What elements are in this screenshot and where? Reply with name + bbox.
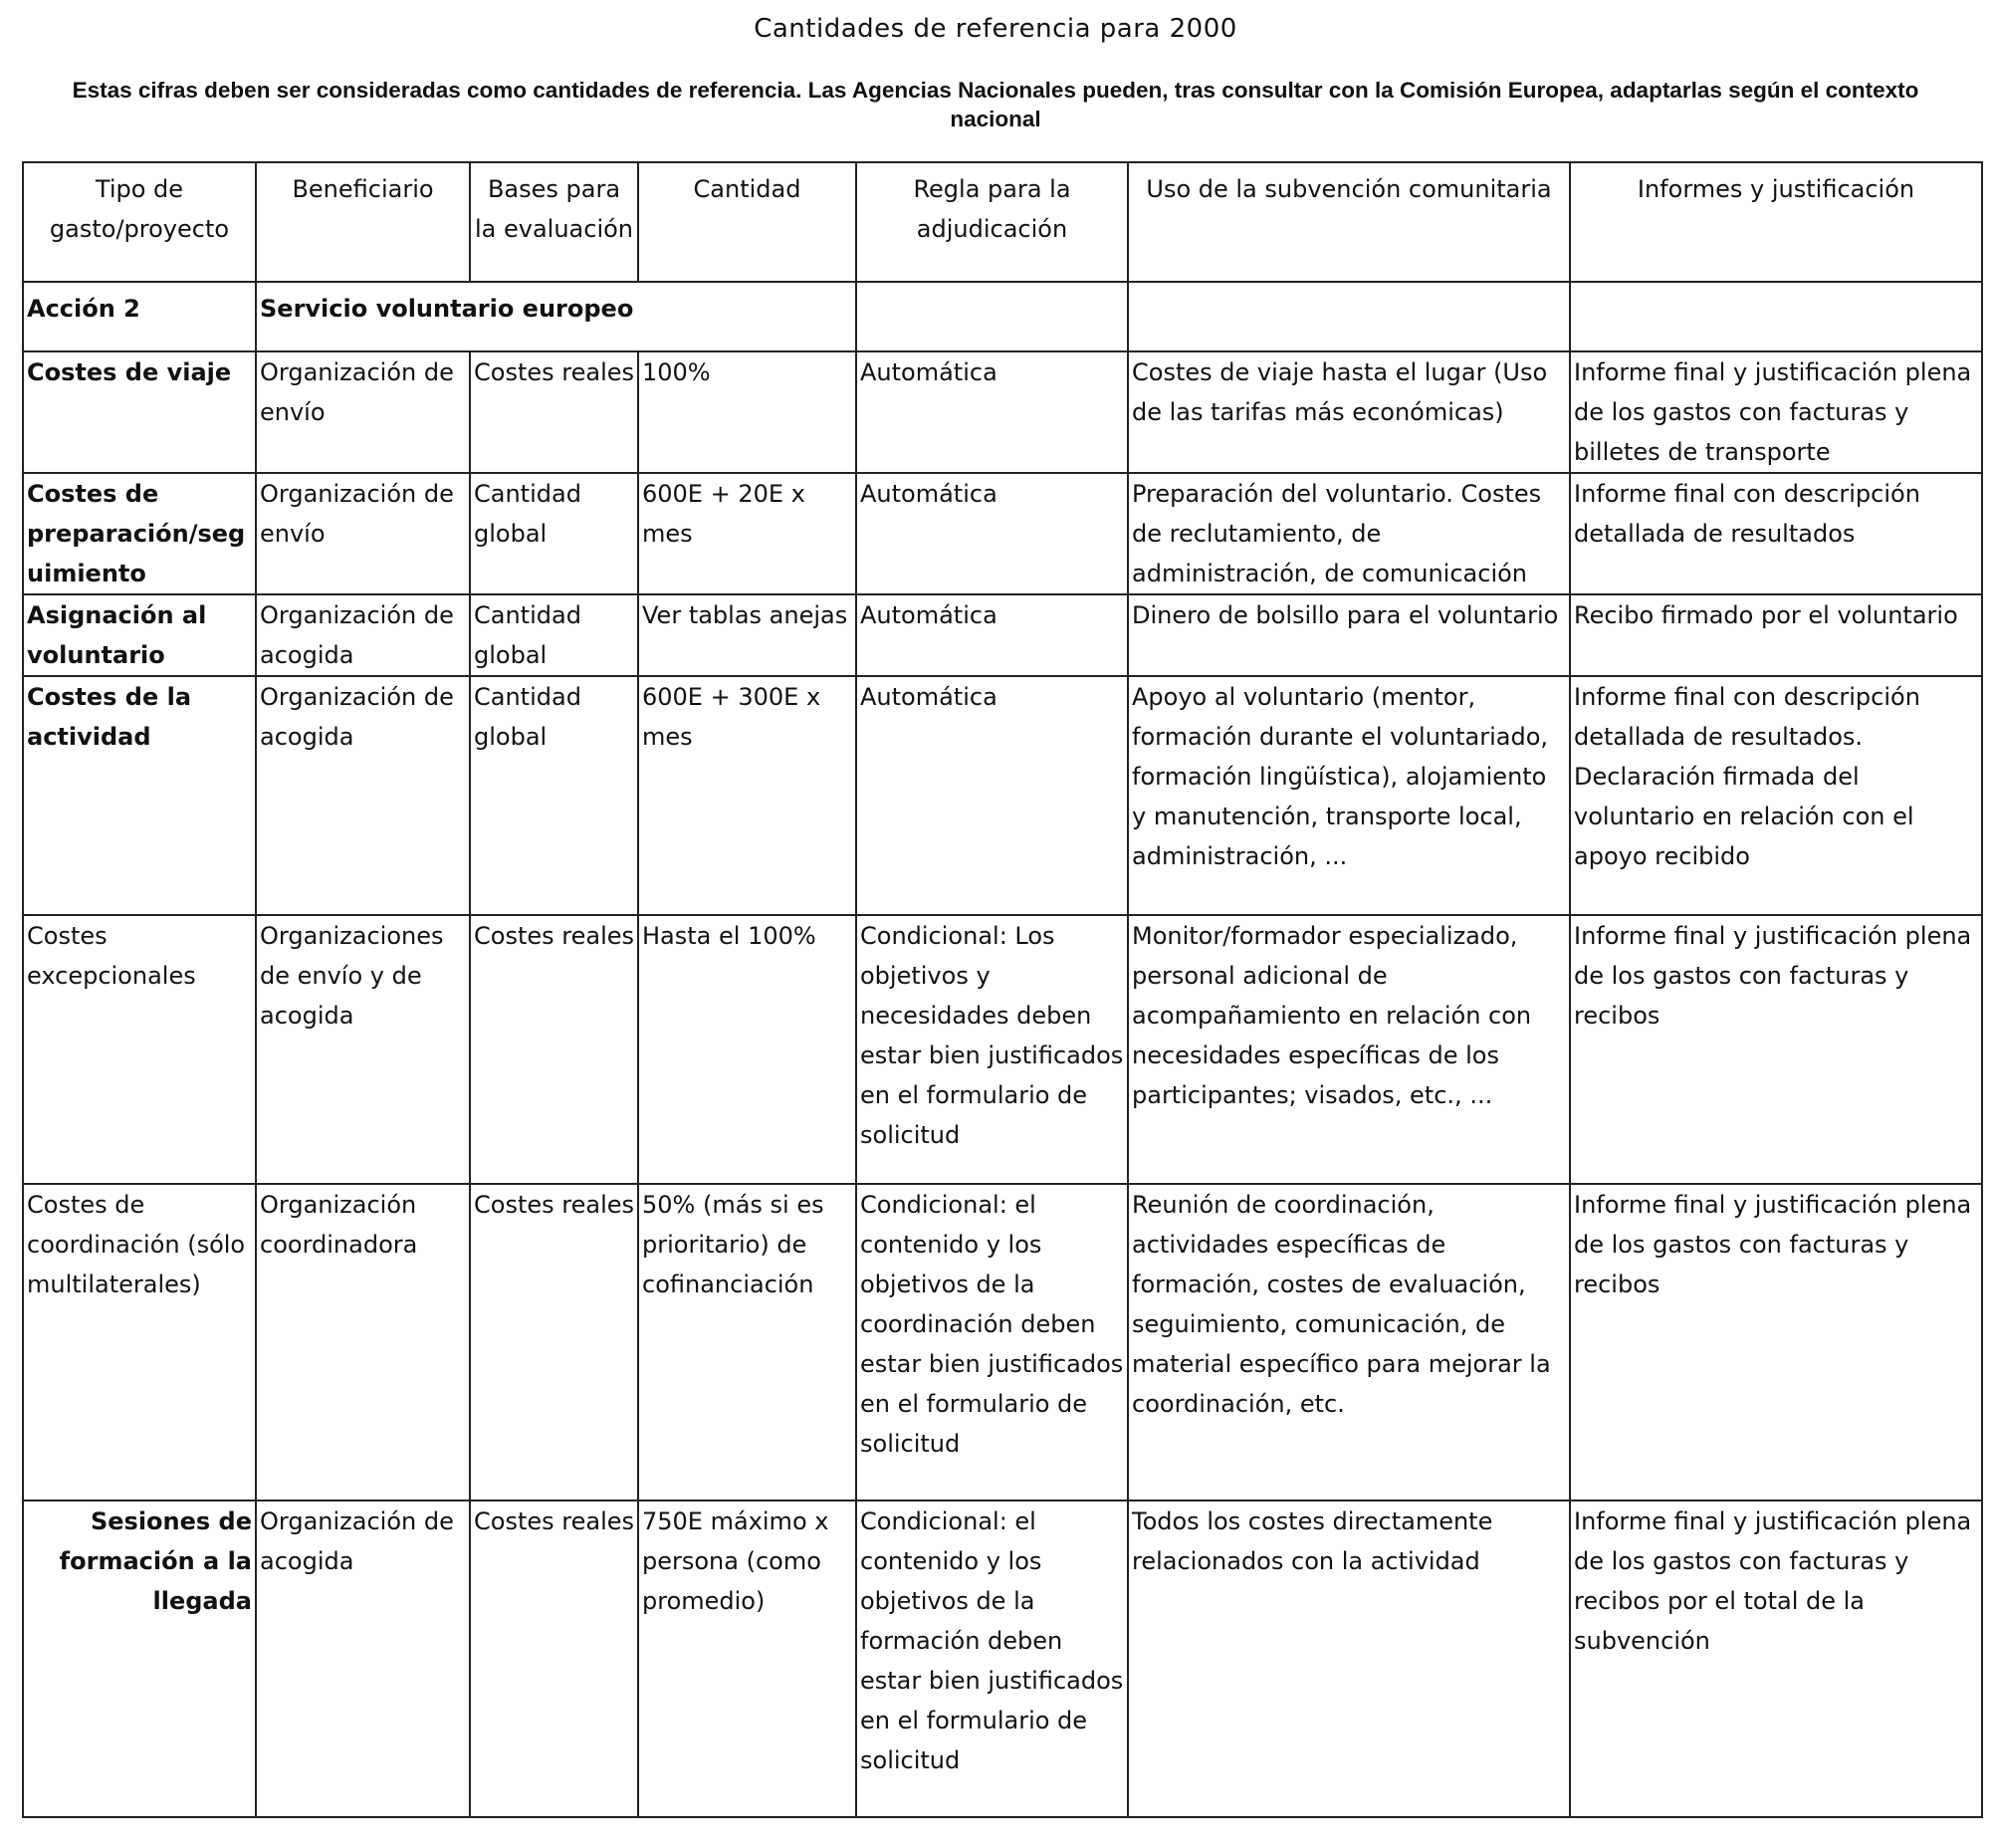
cell-uso: Todos los costes directamente relacionados con la actividad (1128, 1501, 1570, 1817)
header-bases: Bases para la evaluación (470, 162, 638, 282)
cell-tipo: Asignación al voluntario (23, 594, 256, 676)
section-empty-cell (1128, 282, 1570, 351)
cell-informes: Informe final y justificación plena de los gastos con facturas y recibos por el total de la subvención (1570, 1501, 1982, 1817)
cell-bases: Cantidad global (470, 473, 638, 594)
reference-table (22, 161, 1983, 1818)
cell-cantidad: 600E + 20E x mes (638, 473, 856, 594)
header-regla: Regla para la adjudicación (856, 162, 1128, 282)
cell-cantidad: Ver tablas anejas (638, 594, 856, 676)
cell-informes: Informe final y justificación plena de los gastos con facturas y recibos (1570, 915, 1982, 1184)
cell-tipo: Costes de coordinación (sólo multilaterales) (23, 1184, 256, 1501)
cell-cantidad: 600E + 300E x mes (638, 676, 856, 915)
header-cantidad: Cantidad (638, 162, 856, 282)
section-empty-cell (856, 282, 1128, 351)
cell-tipo: Costes de la actividad (23, 676, 256, 915)
cell-cantidad: 50% (más si es prioritario) de cofinanciación (638, 1184, 856, 1501)
cell-bases: Cantidad global (470, 676, 638, 915)
cell-uso: Monitor/formador especializado, personal adicional de acompañamiento en relación con necesidades específicas de los participantes; visados, etc., ... (1128, 915, 1570, 1184)
table-row (23, 351, 1982, 473)
cell-uso: Dinero de bolsillo para el voluntario (1128, 594, 1570, 676)
cell-regla: Automática (856, 351, 1128, 473)
header-uso: Uso de la subvención comunitaria (1128, 162, 1570, 282)
cell-beneficiario: Organizaciones de envío y de acogida (256, 915, 470, 1184)
cell-informes: Informe final con descripción detallada de resultados. Declaración firmada del voluntario en relación con el apoyo recibido (1570, 676, 1982, 915)
cell-regla: Automática (856, 676, 1128, 915)
cell-uso: Apoyo al voluntario (mentor, formación durante el voluntariado, formación lingüística), alojamiento y manutención, transporte local, administración, ... (1128, 676, 1570, 915)
cell-beneficiario: Organización coordinadora (256, 1184, 470, 1501)
cell-cantidad: 100% (638, 351, 856, 473)
page-title: Cantidades de referencia para 2000 (754, 14, 1237, 44)
cell-beneficiario: Organización de acogida (256, 1501, 470, 1817)
cell-cantidad: Hasta el 100% (638, 915, 856, 1184)
cell-uso: Costes de viaje hasta el lugar (Uso de las tarifas más económicas) (1128, 351, 1570, 473)
cell-uso: Reunión de coordinación, actividades específicas de formación, costes de evaluación, seguimiento, comunicación, de material específico para mejorar la coordinación, etc. (1128, 1184, 1570, 1501)
cell-informes: Informe final y justificación plena de los gastos con facturas y billetes de transporte (1570, 351, 1982, 473)
cell-beneficiario: Organización de acogida (256, 676, 470, 915)
cell-tipo: Costes de viaje (23, 351, 256, 473)
header-informes: Informes y justificación (1570, 162, 1982, 282)
table-row (23, 1184, 1982, 1501)
cell-bases: Cantidad global (470, 594, 638, 676)
header-beneficiario: Beneficiario (256, 162, 470, 282)
cell-informes: Recibo firmado por el voluntario (1570, 594, 1982, 676)
cell-tipo: Sesiones de formación a la llegada (23, 1501, 256, 1817)
section-title: Servicio voluntario europeo (256, 282, 856, 351)
cell-cantidad: 750E máximo x persona (como promedio) (638, 1501, 856, 1817)
header-tipo: Tipo de gasto/proyecto (23, 162, 256, 282)
table-row (23, 1501, 1982, 1817)
cell-regla: Condicional: el contenido y los objetivos de la coordinación deben estar bien justificados en el formulario de solicitud (856, 1184, 1128, 1501)
cell-informes: Informe final con descripción detallada de resultados (1570, 473, 1982, 594)
header-row (23, 162, 1982, 282)
page-subtitle: Estas cifras deben ser consideradas como cantidades de referencia. Las Agencias Nacionales pueden, tras consultar con la Comisión Europea, adaptarlas según el contexto nacional (72, 78, 1919, 131)
section-label: Acción 2 (23, 282, 256, 351)
section-empty-cell (1570, 282, 1982, 351)
cell-beneficiario: Organización de envío (256, 351, 470, 473)
cell-tipo: Costes de preparación/seguimiento (23, 473, 256, 594)
cell-bases: Costes reales (470, 1501, 638, 1817)
table-row (23, 594, 1982, 676)
table-row (23, 473, 1982, 594)
cell-regla: Condicional: el contenido y los objetivos de la formación deben estar bien justificados en el formulario de solicitud (856, 1501, 1128, 1817)
section-row (23, 282, 1982, 351)
cell-regla: Condicional: Los objetivos y necesidades deben estar bien justificados en el formulario de solicitud (856, 915, 1128, 1184)
cell-regla: Automática (856, 473, 1128, 594)
table-row (23, 915, 1982, 1184)
cell-uso: Preparación del voluntario. Costes de reclutamiento, de administración, de comunicación (1128, 473, 1570, 594)
cell-beneficiario: Organización de acogida (256, 594, 470, 676)
cell-bases: Costes reales (470, 1184, 638, 1501)
cell-regla: Automática (856, 594, 1128, 676)
cell-beneficiario: Organización de envío (256, 473, 470, 594)
table-row (23, 676, 1982, 915)
cell-bases: Costes reales (470, 915, 638, 1184)
cell-tipo: Costes excepcionales (23, 915, 256, 1184)
cell-informes: Informe final y justificación plena de los gastos con facturas y recibos (1570, 1184, 1982, 1501)
cell-bases: Costes reales (470, 351, 638, 473)
